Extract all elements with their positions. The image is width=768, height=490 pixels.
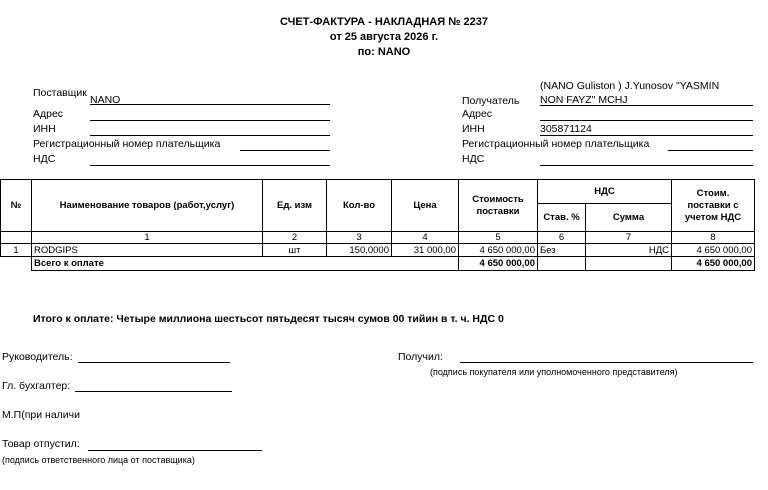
total-sum [586, 257, 672, 271]
supplier-label: Поставщик [33, 87, 87, 99]
table-header-row [1, 180, 755, 204]
recipient-inn-line [540, 135, 753, 136]
total-row [1, 257, 755, 271]
recipient-name-line1: (NANO Guliston ) J.Yunosov "YASMIN [540, 80, 720, 92]
summary-text: Итого к оплате: Четыре миллиона шестьсот пятьдесят тысяч сумов 00 тийин в т. ч. НДС 0 [33, 313, 504, 325]
received-sign-line [460, 362, 753, 363]
total-label: Всего к оплате [32, 257, 459, 271]
recipient-inn: 305871124 [540, 123, 592, 135]
col-number: 3 [327, 232, 392, 244]
recipient-name-line [540, 105, 753, 106]
recipient-address-label: Адрес [462, 108, 493, 120]
row-qty: 150,0000 [327, 244, 392, 257]
total-cost: 4 650 000,00 [459, 257, 538, 271]
col-number: 6 [538, 232, 586, 244]
director-sign-line [78, 362, 230, 363]
total-with-nds: 4 650 000,00 [672, 257, 755, 271]
col-number: 1 [32, 232, 263, 244]
supplier-nds-label: НДС [33, 153, 56, 165]
document-date: от 25 августа 2026 г. [329, 31, 439, 43]
recipient-inn-label: ИНН [462, 123, 485, 135]
row-price: 31 000,00 [392, 244, 459, 257]
col-number: 2 [263, 232, 327, 244]
invoice-table [0, 179, 755, 271]
header-total: Стоим. поставки с учетом НДС [672, 180, 755, 232]
header-qty: Кол-во [327, 180, 392, 232]
row-unit: шт [263, 244, 327, 257]
accountant-label: Гл. бухгалтер: [2, 380, 71, 392]
released-note: (подпись ответственного лица от поставщика) [2, 455, 195, 465]
recipient-address-line [540, 120, 753, 121]
accountant-sign-line [75, 391, 232, 392]
row-num: 1 [1, 244, 32, 257]
supplier-reg-line [240, 150, 330, 151]
supplier-nds-line [90, 165, 330, 166]
header-nds: НДС [538, 180, 672, 204]
recipient-reg-label: Регистрационный номер плательщика [462, 138, 650, 150]
row-name: RODGIPS [32, 244, 263, 257]
supplier-name-line [90, 104, 330, 105]
row-sum: НДС [586, 244, 672, 257]
recipient-nds-line [540, 165, 753, 166]
header-num: № [1, 180, 32, 232]
total-empty [1, 257, 32, 271]
director-label: Руководитель: [2, 351, 73, 363]
row-cost: 4 650 000,00 [459, 244, 538, 257]
row-rate: Без [538, 244, 586, 257]
recipient-label: Получатель [462, 95, 520, 107]
supplier-address-line [90, 120, 330, 121]
col-number: 4 [392, 232, 459, 244]
header-name: Наименование товаров (работ,услуг) [32, 180, 263, 232]
col-number [1, 232, 32, 244]
supplier-name: NANO [90, 94, 121, 106]
header-cost: Стоимость поставки [459, 180, 538, 232]
supplier-inn-line [90, 135, 330, 136]
header-price: Цена [392, 180, 459, 232]
received-label: Получил: [398, 351, 443, 363]
recipient-nds-label: НДС [462, 153, 485, 165]
recipient-name-line2: NON FAYZ" MCHJ [540, 94, 628, 106]
col-number: 8 [672, 232, 755, 244]
released-label: Товар отпустил: [2, 438, 80, 450]
table-row [1, 244, 755, 257]
col-number: 7 [586, 232, 672, 244]
row-total: 4 650 000,00 [672, 244, 755, 257]
document-title: СЧЕТ-ФАКТУРА - НАКЛАДНАЯ № 2237 [280, 16, 488, 28]
total-rate [538, 257, 586, 271]
stamp-label: М.П(при наличи [2, 409, 80, 421]
header-unit: Ед. изм [263, 180, 327, 232]
released-sign-line [88, 450, 262, 451]
col-number: 5 [459, 232, 538, 244]
supplier-address-label: Адрес [33, 108, 64, 120]
column-number-row [1, 232, 755, 244]
header-rate: Став. % [538, 204, 586, 232]
recipient-reg-line [668, 150, 753, 151]
received-note: (подпись покупателя или уполномоченного представителя) [430, 367, 678, 377]
document-po: по: NANO [357, 46, 411, 58]
header-sum: Сумма [586, 204, 672, 232]
supplier-inn-label: ИНН [33, 123, 56, 135]
supplier-reg-label: Регистрационный номер плательщика [33, 138, 221, 150]
